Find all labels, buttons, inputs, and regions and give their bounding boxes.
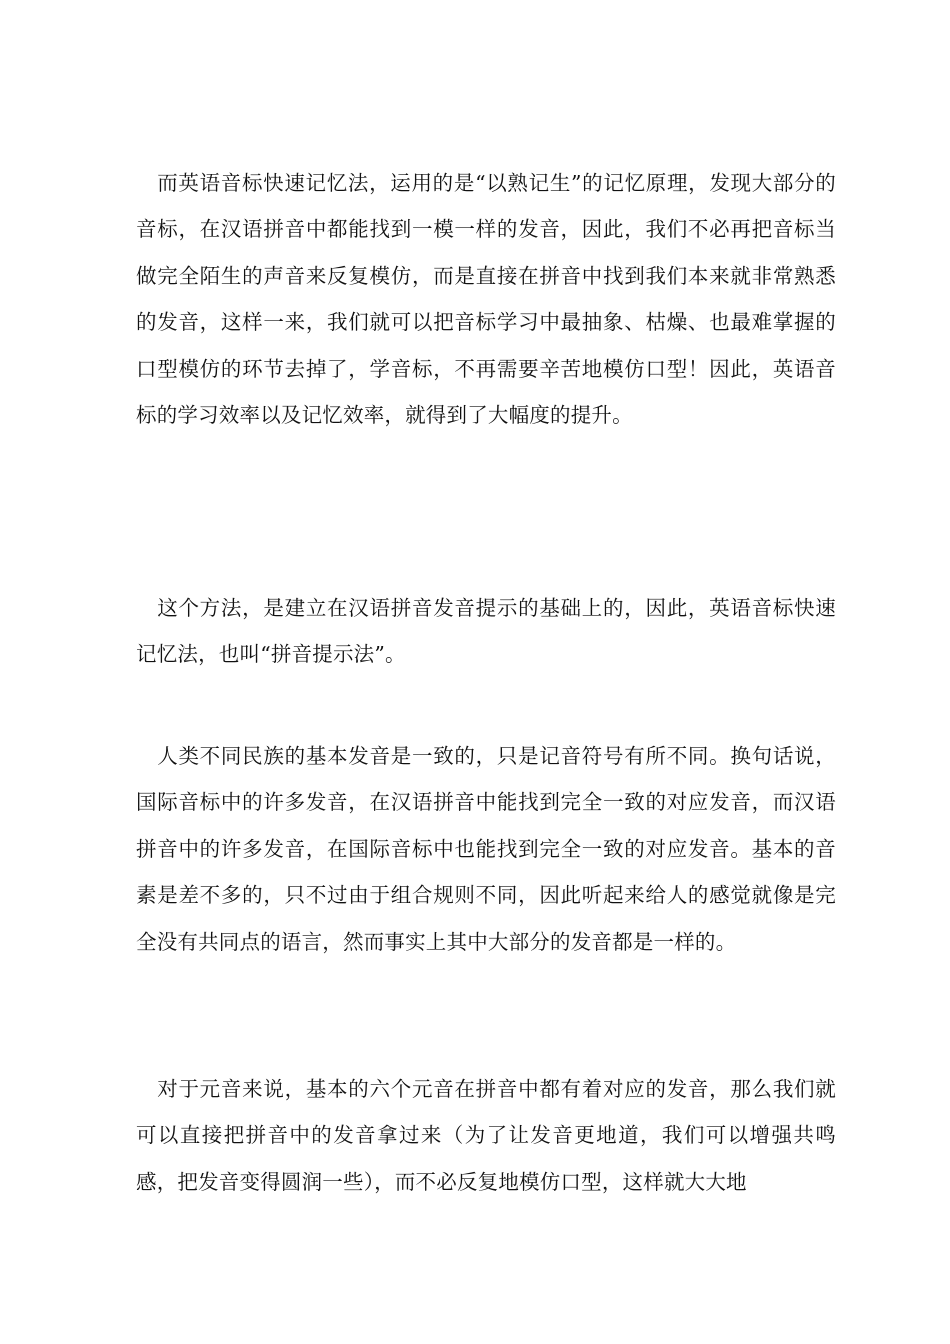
paragraph-basic-pronunciation: 人类不同民族的基本发音是一致的，只是记音符号有所不同。换句话说，国际音标中的许多发音，在汉语拼音中能找到完全一致的对应发音，而汉语拼音中的许多发音，在国际音标中也能找到完全一致的对应发音。基本的音素是差不多的，只不过由于组合规则不同，因此听起来给人的感觉就像是完全没有共同点的语言，然而事实上其中大部分的发音都是一样的。: [136, 744, 836, 954]
paragraph-mnemonic-method: 而英语音标快速记忆法，运用的是“以熟记生”的记忆原理，发现大部分的音标，在汉语拼音中都能找到一模一样的发音，因此，我们不必再把音标当做完全陌生的声音来反复模仿，而是直接在拼音中找到我们本来就非常熟悉的发音，这样一来，我们就可以把音标学习中最抽象、枯燥、也最难掌握的口型模仿的环节去掉了，学音标，不再需要辛苦地模仿口型！因此，英语音标的学习效率以及记忆效率，就得到了大幅度的提升。: [136, 171, 836, 428]
paragraph-vowels: 对于元音来说，基本的六个元音在拼音中都有着对应的发音，那么我们就可以直接把拼音中的发音拿过来（为了让发音更地道，我们可以增强共鸣感，把发音变得圆润一些），而不必反复地模仿口型，这样就大大地: [136, 1077, 836, 1194]
paragraph-pinyin-hint-method: 这个方法，是建立在汉语拼音发音提示的基础上的，因此，英语音标快速记忆法，也叫“拼音提示法”。: [136, 596, 836, 667]
